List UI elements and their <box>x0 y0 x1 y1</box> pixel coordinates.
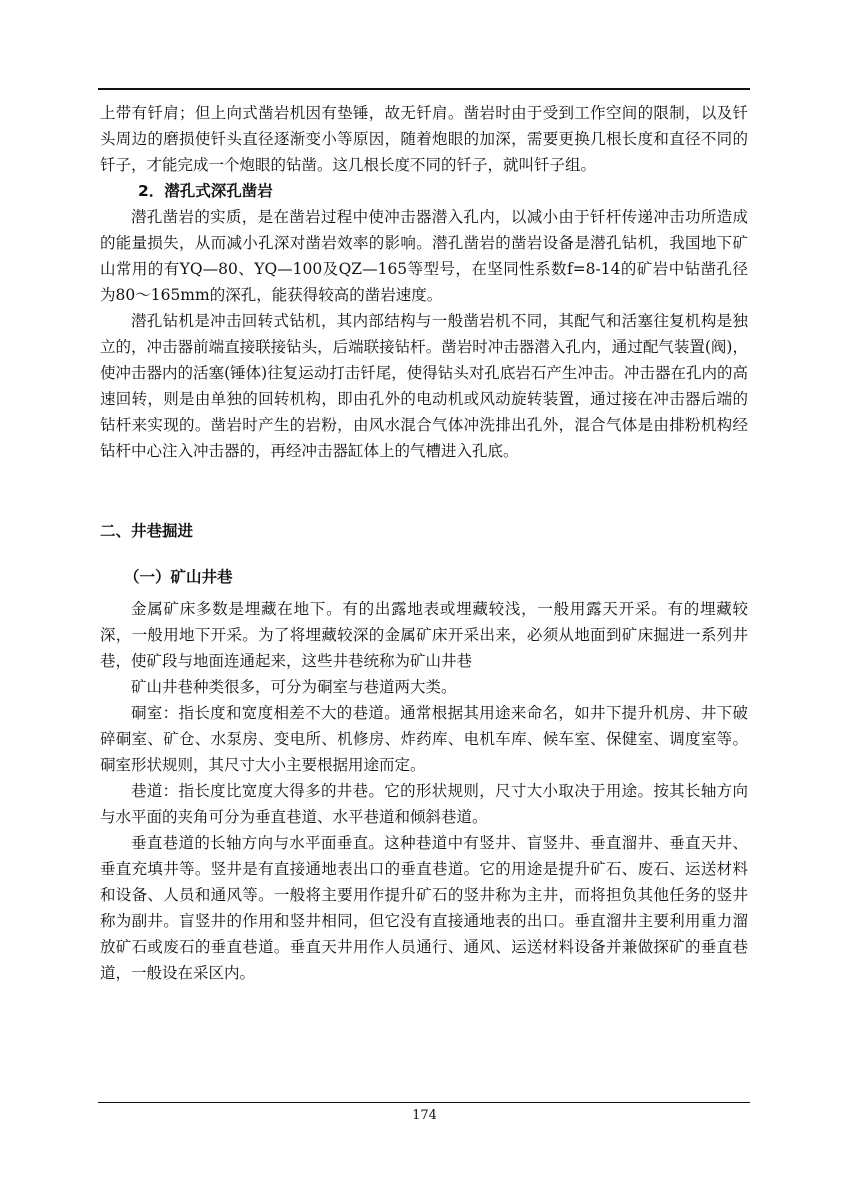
paragraph: 硐室：指长度和宽度相差不大的巷道。通常根据其用途来命名，如井下提升机房、井下破碎硐室、矿仓、水泵房、变电所、机修房、炸药库、电机车库、候车室、保健室、调度室等。硐室形状规则，其尺寸大小主要根据用途而定。 <box>100 704 748 774</box>
footer-rule <box>98 1102 750 1103</box>
paragraph: 潜孔凿岩的实质，是在凿岩过程中使冲击器潜入孔内，以减小由于钎杆传递冲击功所造成的能量损失，从而减小孔深对凿岩效率的影响。潜孔凿岩的凿岩设备是潜孔钻机，我国地下矿山常用的有YQ—80、YQ—100及QZ—165等型号，在坚同性系数f=8-14的矿岩中钻凿孔径为80～165mm的深孔，能获得较高的凿岩速度。 <box>100 208 748 304</box>
header-rule <box>98 88 750 90</box>
subheading-down-the-hole-drilling: 2．潜孔式深孔凿岩 <box>138 182 273 200</box>
section-heading: 二、井巷掘进 <box>100 522 194 540</box>
page-number: 174 <box>412 1108 437 1123</box>
page-body <box>100 100 748 986</box>
paragraph: 垂直巷道的长轴方向与水平面垂直。这种巷道中有竖井、盲竖井、垂直溜井、垂直天井、垂直充填井等。竖井是有直接通地表出口的垂直巷道。它的用途是提升矿石、废石、运送材料和设备、人员和通风等。一般将主要用作提升矿石的竖井称为主井，而将担负其他任务的竖井称为副井。盲竖井的作用和竖井相同，但它没有直接通地表的出口。垂直溜井主要利用重力溜放矿石或废石的垂直巷道。垂直天井用作人员通行、通风、运送材料设备并兼做探矿的垂直巷道，一般设在采区内。 <box>100 834 748 982</box>
paragraph: 巷道：指长度比宽度大得多的井巷。它的形状规则，尺寸大小取决于用途。按其长轴方向与水平面的夹角可分为垂直巷道、水平巷道和倾斜巷道。 <box>100 782 748 826</box>
paragraph: 矿山井巷种类很多，可分为硐室与巷道两大类。 <box>131 678 457 696</box>
paragraph: 金属矿床多数是埋藏在地下。有的出露地表或埋藏较浅，一般用露天开采。有的埋藏较深，一般用地下开采。为了将埋藏较深的金属矿床开采出来，必须从地面到矿床掘进一系列井巷，使矿段与地面连通起来，这些井巷统称为矿山井巷 <box>100 600 748 670</box>
paragraph: 上带有钎肩；但上向式凿岩机因有垫锤，故无钎肩。凿岩时由于受到工作空间的限制，以及钎头周边的磨损使钎头直径逐渐变小等原因，随着炮眼的加深，需要更换几根长度和直径不同的钎子，才能完成一个炮眼的钻凿。这几根长度不同的钎子，就叫钎子组。 <box>100 104 748 174</box>
paragraph: 潜孔钻机是冲击回转式钻机，其内部结构与一般凿岩机不同，其配气和活塞往复机构是独立的，冲击器前端直接联接钻头，后端联接钻杆。凿岩时冲击器潜入孔内，通过配气装置(阀)，使冲击器内的活塞(锤体)往复运动打击钎尾，使得钻头对孔底岩石产生冲击。冲击器在孔内的高速回转，则是由单独的回转机构，即由孔外的电动机或风动旋转装置，通过接在冲击器后端的钻杆来实现的。凿岩时产生的岩粉，由风水混合气体冲洗排出孔外，混合气体是由排粉机构经钻杆中心注入冲击器的，再经冲击器缸体上的气槽进入孔底。 <box>100 312 748 460</box>
subsection-heading: （一）矿山井巷 <box>124 568 233 586</box>
